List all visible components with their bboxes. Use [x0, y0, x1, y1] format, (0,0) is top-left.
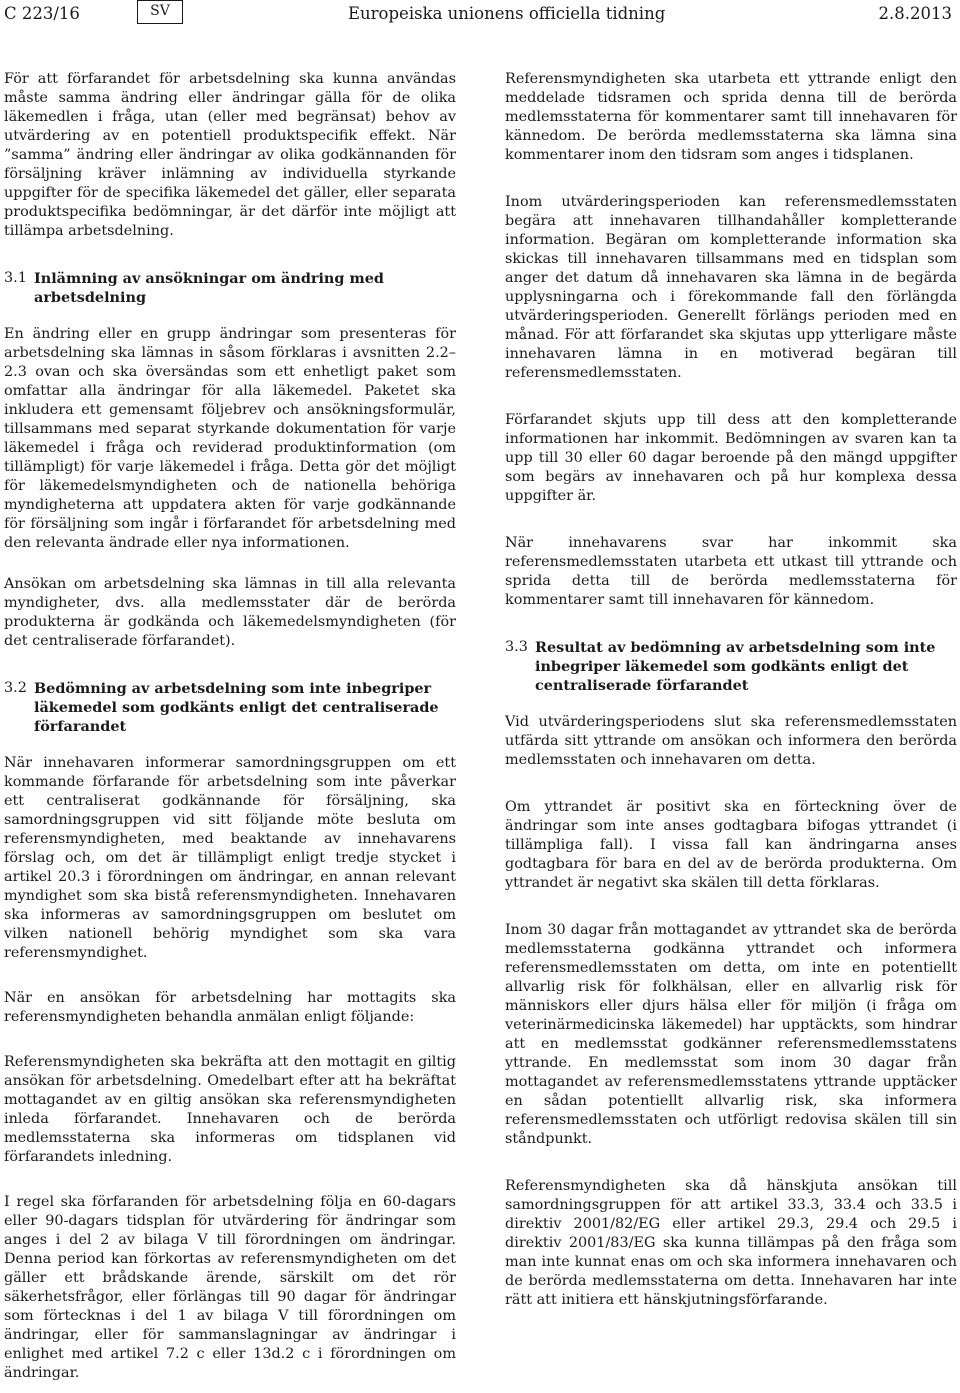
paragraph: En ändring eller en grupp ändringar som presenteras för arbetsdelning ska lämnas in såsom förklaras i avsnitten 2.2–2.3 ovan och ska översändas som ett enhetligt paket som omfattar alla ändringar för alla läkemedel. Paketet ska inkludera ett gemensamt följebrev och ansökningsformulär, tillsammans med separat styrkande dokumentation för varje läkemedel i fråga och reviderad produktinformation (om tillämpligt) för varje läkemedel i fråga. Detta gör det möjligt för läkemedelsmyndigheten och de nationella behöriga myndigheterna att uppdatera akten för varje godkännande för försäljning som ingår i förfarandet för arbetsdelning med den relevanta ändrade eller nya informationen. [4, 326, 456, 551]
page-reference: C 223/16 [4, 4, 80, 23]
paragraph: I regel ska förfaranden för arbetsdelning följa en 60-dagars eller 90-dagars tidsplan för utvärdering för ändringar som anges i del 2 av bilaga V till förordningen om ändringar. Denna period kan förkortas av referensmyndigheten om det gäller ett brådskande ärende, särskilt om det rör säkerhetsfrågor, eller förlängas till 90 dagar för ändringar som förtecknas i del 1 av bilaga V till förordningen om ändringar, eller för sammanslagningar av ändringar i enlighet med artikel 7.2 c eller 13d.2 c i förordningen om ändringar. [4, 1194, 456, 1381]
language-code: SV [137, 0, 183, 24]
section-number: 3.3 [505, 639, 528, 655]
publication-date: 2.8.2013 [878, 4, 952, 23]
paragraph: För att förfarandet för arbetsdelning ska kunna användas måste samma ändring eller ändringar gälla för de olika läkemedlen i fråga, utan (eller med begränsat) behov av utvärdering av en potentiell produktspecifik effekt. När ”samma” ändring eller ändringar av olika godkännanden för försäljning kräver inlämning av individuella styrkande uppgifter för de specifika läkemedel det gäller, eller separata produktspecifika bedömningar, är det därför inte möjligt att tillämpa arbetsdelning. [4, 71, 456, 239]
section-number: 3.1 [4, 270, 27, 286]
section-heading-3-2 [4, 679, 456, 736]
right-column [505, 70, 957, 1310]
paragraph: När en ansökan för arbetsdelning har mottagits ska referensmyndigheten behandla anmälan enligt följande: [4, 990, 456, 1025]
left-column [4, 70, 456, 1383]
paragraph: Referensmyndigheten ska bekräfta att den mottagit en giltig ansökan för arbetsdelning. Omedelbart efter att ha bekräftat mottagandet av en giltig ansökan ska referensmyndigheten inleda förfarandet. Innehavaren och de berörda medlemsstaterna ska informeras om tidsplanen vid förfarandets inledning. [4, 1054, 456, 1165]
section-heading-3-1 [4, 269, 456, 307]
section-number: 3.2 [4, 680, 27, 696]
paragraph: Ansökan om arbetsdelning ska lämnas in till alla relevanta myndigheter, dvs. alla medlemsstater där de berörda produkterna är godkända och läkemedelsmyndigheten (för det centraliserade förfarandet). [4, 576, 456, 649]
journal-title: Europeiska unionens officiella tidning [348, 4, 666, 23]
paragraph: Vid utvärderingsperiodens slut ska referensmedlemsstaten utfärda sitt yttrande om ansökan och informera den berörda medlemsstaten och innehavaren om detta. [505, 714, 957, 768]
section-title: Resultat av bedömning av arbetsdelning som inte inbegriper läkemedel som godkänts enligt det centraliserade förfarandet [535, 639, 936, 694]
paragraph: När innehavaren informerar samordningsgruppen om ett kommande förfarande för arbetsdelning som inte påverkar ett centraliserat godkännande för försäljning, ska samordningsgruppen vid sitt följande möte besluta om referensmyndigheten, med beaktande av innehavarens förslag och, om det är tillämpligt enligt tredje stycket i artikel 20.3 i förordningen om ändringar, en annan relevant myndighet som ska bistå referensmyndigheten. Innehavaren ska informeras av samordningsgruppen om beslutet om vilken nationell behörig myndighet som ska vara referensmyndighet. [4, 755, 456, 961]
paragraph: När innehavarens svar har inkommit ska referensmedlemsstaten utarbeta ett utkast till yttrande och sprida detta till de berörda medlemsstaterna för kommentarer samt till innehavaren för kännedom. [505, 535, 957, 608]
section-title: Inlämning av ansökningar om ändring med arbetsdelning [34, 270, 384, 306]
page-header [0, 0, 960, 30]
paragraph: Referensmyndigheten ska då hänskjuta ansökan till samordningsgruppen för att artikel 33.3, 33.4 och 33.5 i direktiv 2001/82/EG eller artikel 29.3, 29.4 och 29.5 i direktiv 2001/83/EG ska kunna tillämpas på den fråga som man inte kunnat enas om och ska informera innehavaren och de berörda medlemsstaterna om detta. Innehavaren har inte rätt att initiera ett hänskjutningsförfarande. [505, 1178, 957, 1308]
paragraph: Om yttrandet är positivt ska en förteckning över de ändringar som inte anses godtagbara bifogas yttrandet (i tillämpliga fall). I vissa fall kan ändringarna anses godtagbara för bara en del av de berörda produkterna. Om yttrandet är negativt ska skälen till detta förklaras. [505, 799, 957, 891]
section-title: Bedömning av arbetsdelning som inte inbegriper läkemedel som godkänts enligt det centraliserade förfarandet [34, 680, 439, 735]
paragraph: Referensmyndigheten ska utarbeta ett yttrande enligt den meddelade tidsramen och sprida denna till de berörda medlemsstaterna för kommentarer samt till innehavaren för kännedom. De berörda medlemsstaterna ska lämna sina kommentarer inom den tidsram som anges i tidsplanen. [505, 71, 957, 163]
paragraph: Inom utvärderingsperioden kan referensmedlemsstaten begära att innehavaren tillhandahåller kompletterande information. Begäran om kompletterande information ska skickas till innehavaren tillsammans med en tidsplan som anger det datum då innehavaren ska lämna in de begärda upplysningarna och i förekommande fall den förlängda utvärderingsperioden. Generellt förlängs perioden med en månad. För att förfarandet ska skjutas upp ytterligare måste innehavaren lämna in en motiverad begäran till referensmedlemsstaten. [505, 194, 957, 381]
section-heading-3-3 [505, 638, 957, 695]
paragraph: Inom 30 dagar från mottagandet av yttrandet ska de berörda medlemsstaterna godkänna yttrandet och informera referensmedlemsstaten om detta, om inte en potentiellt allvarlig risk för folkhälsan, eller en allvarlig risk för människors eller djurs hälsa eller för miljön (i fråga om veterinärmedicinska läkemedel) har upptäckts, som hindrar att en medlemsstat godkänner referensmedlemsstatens yttrande. En medlemsstat som inom 30 dagar från mottagandet av referensmedlemsstatens yttrande upptäcker en sådan potentiellt allvarlig risk, ska informera referensmedlemsstaten och utförligt redovisa skälen till sin ståndpunkt. [505, 922, 957, 1147]
paragraph: Förfarandet skjuts upp till dess att den kompletterande informationen har inkommit. Bedömningen av svaren kan ta upp till 30 eller 60 dagar beroende på den mängd uppgifter som begärs av innehavaren och på hur komplexa dessa uppgifter är. [505, 412, 957, 504]
